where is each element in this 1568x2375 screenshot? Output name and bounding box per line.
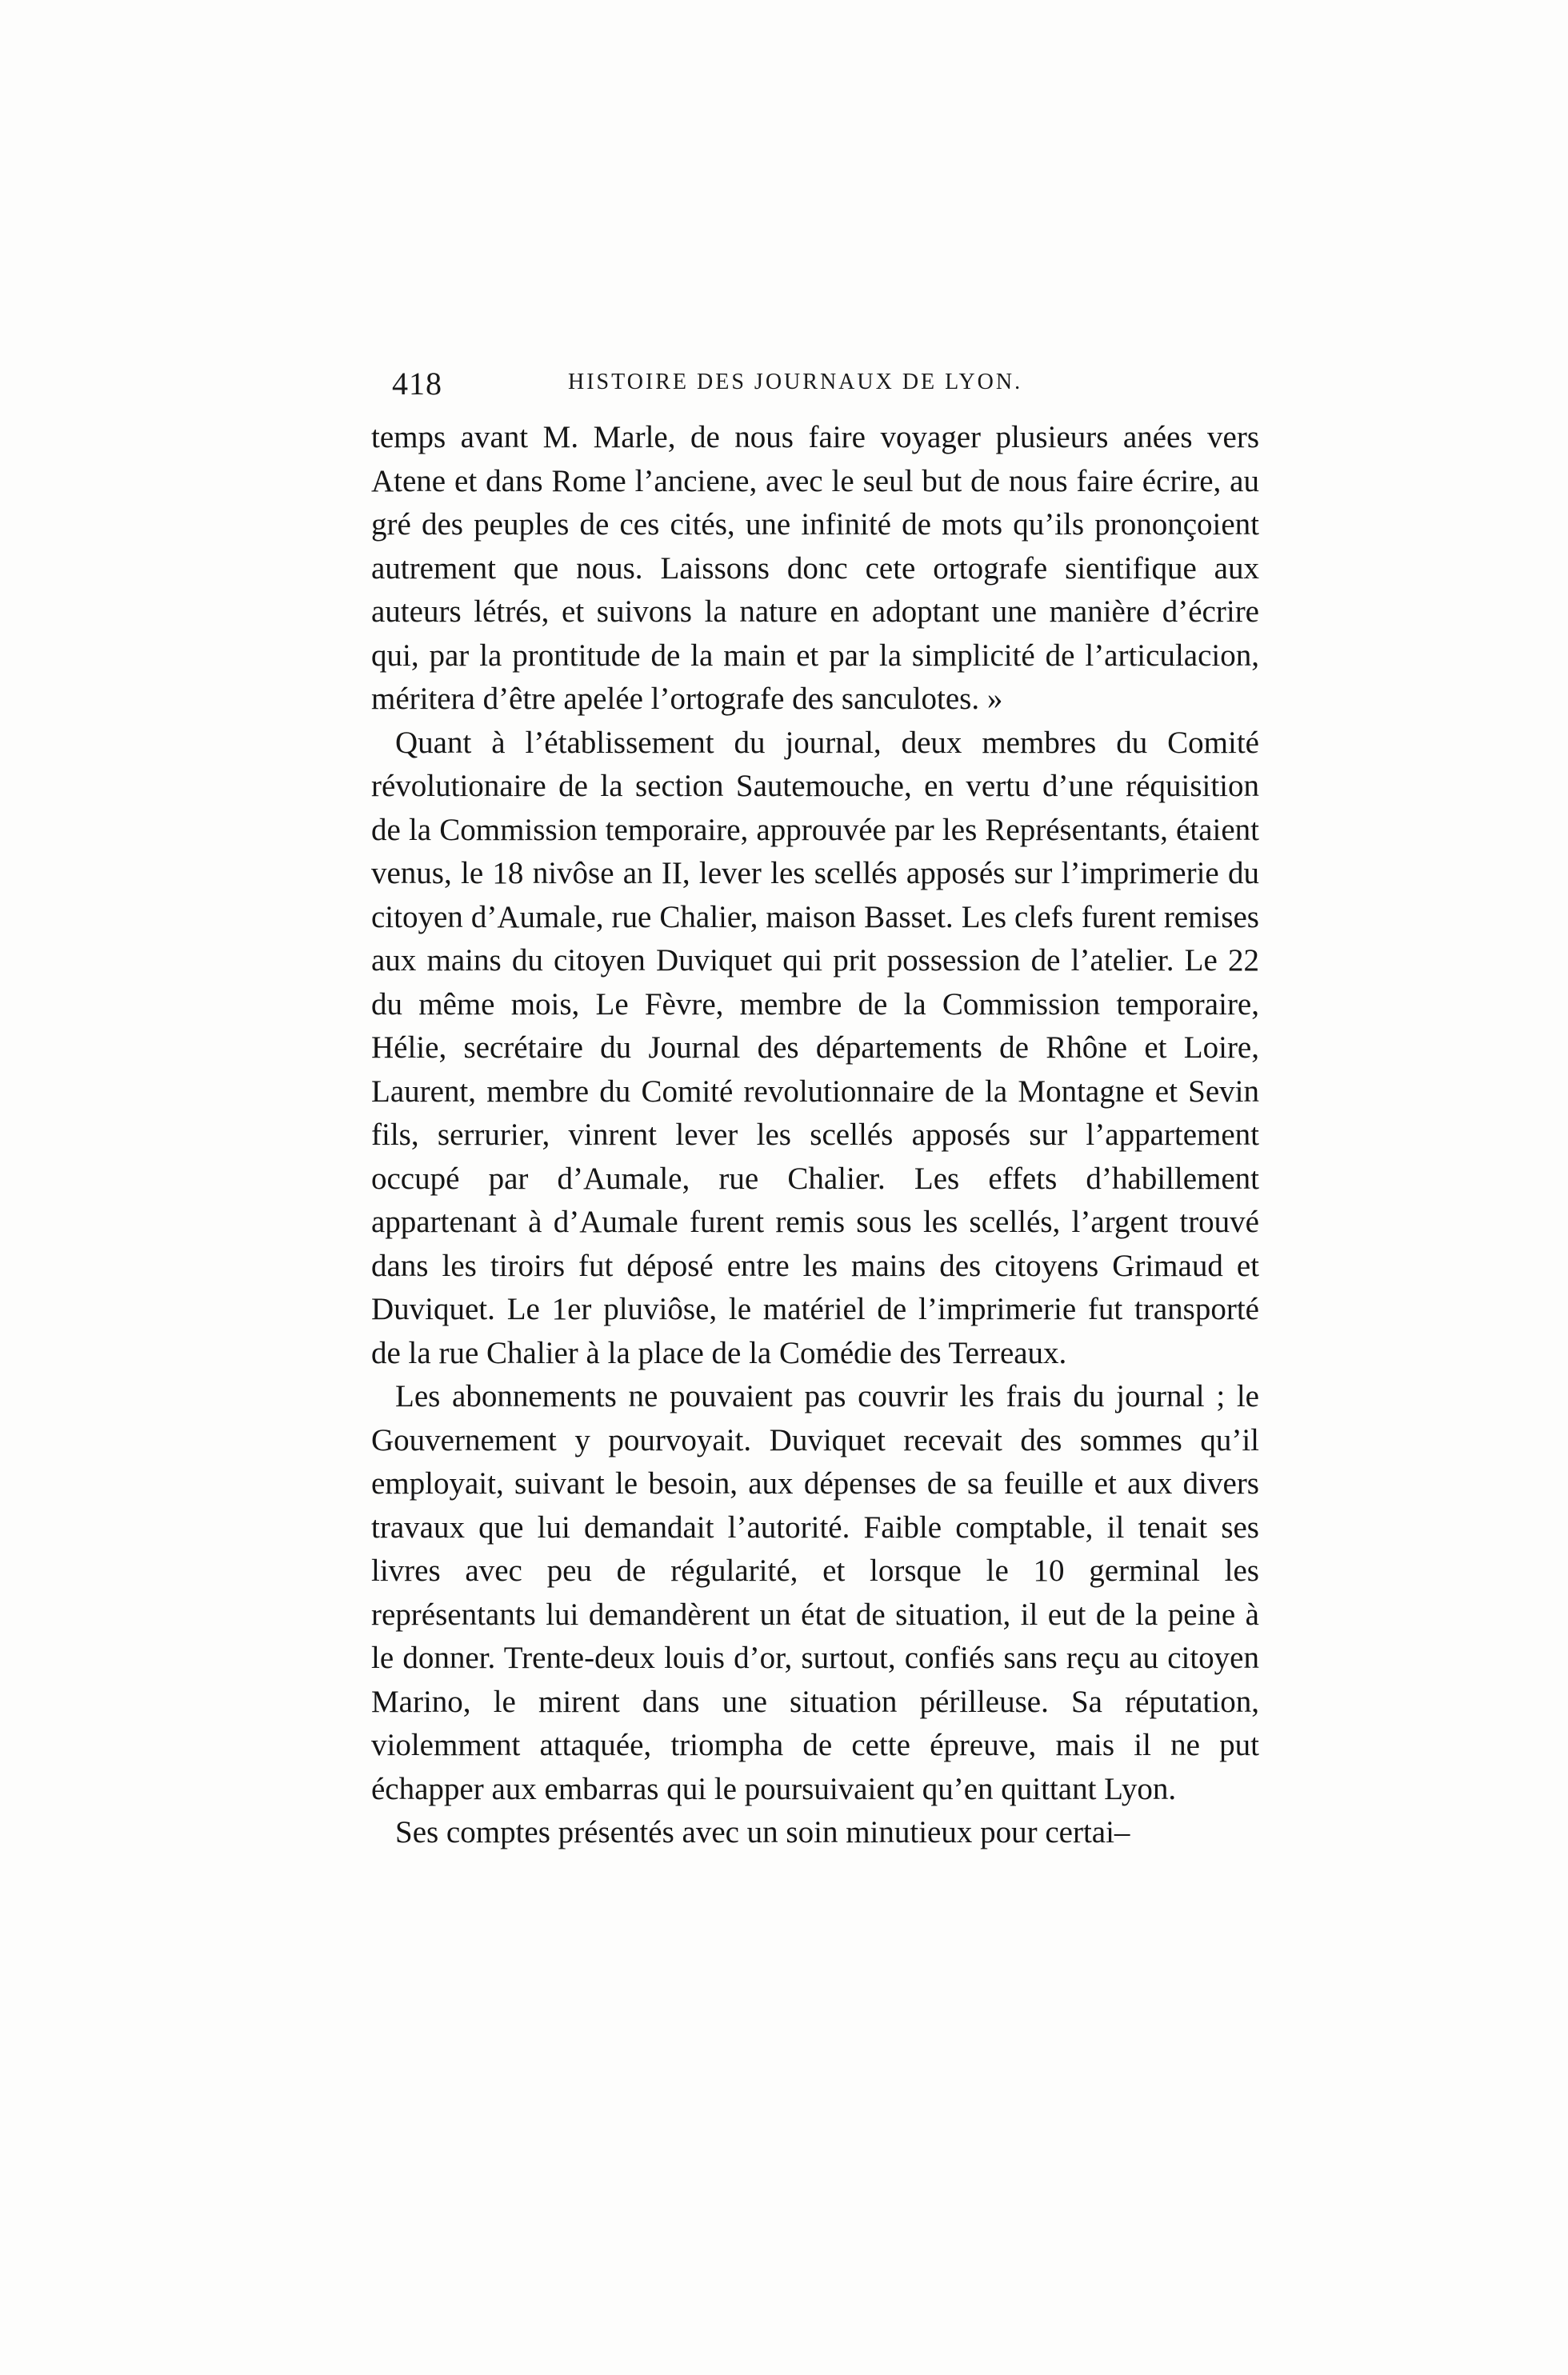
body-text <box>371 416 1259 1855</box>
paragraph-2: Quant à l’établissement du journal, deux membres du Comité révolutionaire de la section Sautemouche, en vertu d’une réquisition de la Commission temporaire, approuvée par les Représentants, étaient venus, le 18 nivôse an II, lever les scellés apposés sur l’imprimerie du citoyen d’Aumale, rue Chalier, maison Basset. Les clefs furent remises aux mains du citoyen Duviquet qui prit possession de l’atelier. Le 22 du même mois, Le Fèvre, membre de la Commission temporaire, Hélie, secrétaire du Journal des départements de Rhône et Loire, Laurent, membre du Comité revolutionnaire de la Montagne et Sevin fils, serrurier, vinrent lever les scellés apposés sur l’appartement occupé par d’Aumale, rue Chalier. Les effets d’habillement appartenant à d’Aumale furent remis sous les scellés, l’argent trouvé dans les tiroirs fut déposé entre les mains des citoyens Grimaud et Duviquet. Le 1er pluviôse, le matériel de l’imprimerie fut transporté de la rue Chalier à la place de la Comédie des Terreaux. <box>371 725 1259 1370</box>
running-head <box>392 365 1264 410</box>
page-number: 418 <box>392 366 442 402</box>
paragraph-4: Ses comptes présentés avec un soin minutieux pour certai– <box>395 1815 1130 1849</box>
running-title: HISTOIRE DES JOURNAUX DE LYON. <box>568 370 1023 394</box>
paragraph-1: temps avant M. Marle, de nous faire voyager plusieurs anées vers Atene et dans Rome l’anciene, avec le seul but de nous faire écrire, au gré des peuples de ces cités, une infinité de mots qu’ils prononçoient autrement que nous. Laissons donc cete ortografe sientifique aux auteurs létrés, et suivons la nature en adoptant une manière d’écrire qui, par la prontitude de la main et par la simplicité de l’articulacion, méritera d’être apelée l’ortografe des sanculotes. » <box>371 420 1259 716</box>
paragraph-3: Les abonnements ne pouvaient pas couvrir les frais du journal ; le Gouvernement y pourvoyait. Duviquet recevait des sommes qu’il employait, suivant le besoin, aux dépenses de sa feuille et aux divers travaux que lui demandait l’autorité. Faible comptable, il tenait ses livres avec peu de régularité, et lorsque le 10 germinal les représentants lui demandèrent un état de situation, il eut de la peine à le donner. Trente-deux louis d’or, surtout, confiés sans reçu au citoyen Marino, le mirent dans une situation périlleuse. Sa réputation, violemment attaquée, triompha de cette épreuve, mais il ne put échapper aux embarras qui le poursuivaient qu’en quittant Lyon. <box>371 1379 1259 1806</box>
